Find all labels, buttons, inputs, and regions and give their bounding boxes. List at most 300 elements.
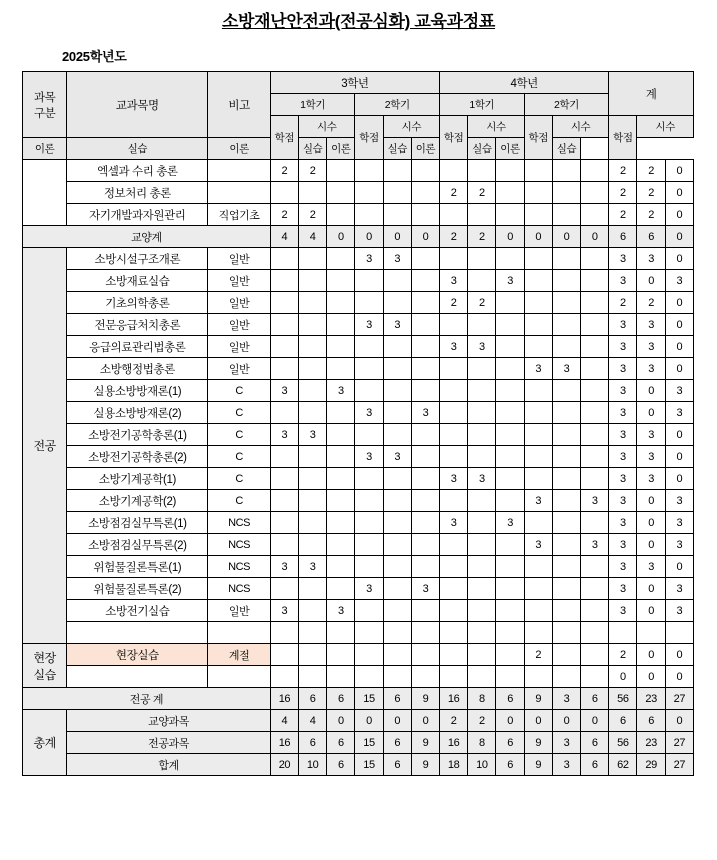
cell-value bbox=[581, 468, 609, 490]
cell-value bbox=[552, 380, 580, 402]
cell-value: 9 bbox=[411, 688, 439, 710]
grand-total-row bbox=[23, 732, 694, 754]
cell-value: 3 bbox=[609, 556, 637, 578]
cell-value: 6 bbox=[609, 226, 637, 248]
cell-value bbox=[383, 336, 411, 358]
cell-value bbox=[411, 556, 439, 578]
table-row bbox=[23, 468, 694, 490]
cell-value: 6 bbox=[383, 688, 411, 710]
cell-value: 3 bbox=[327, 600, 355, 622]
header-group bbox=[23, 72, 67, 138]
cell-value: 0 bbox=[383, 710, 411, 732]
grand-total-label: 합계 bbox=[67, 754, 270, 776]
cell-value bbox=[468, 402, 496, 424]
cell-value bbox=[355, 512, 383, 534]
cell-value: 0 bbox=[665, 248, 693, 270]
cell-value bbox=[327, 248, 355, 270]
cell-value: 3 bbox=[609, 248, 637, 270]
cell-value: 0 bbox=[665, 666, 693, 688]
header-credit: 학점 bbox=[270, 116, 298, 160]
cell-value bbox=[299, 666, 327, 688]
cell-value bbox=[355, 204, 383, 226]
cell-value bbox=[496, 248, 524, 270]
cell-value bbox=[552, 182, 580, 204]
cell-value bbox=[411, 358, 439, 380]
cell-value: 0 bbox=[637, 534, 665, 556]
cell-value: 2 bbox=[637, 160, 665, 182]
cell-value: 0 bbox=[327, 710, 355, 732]
subject-name: 소방시설구조개론 bbox=[67, 248, 208, 270]
cell-value: 3 bbox=[665, 490, 693, 512]
cell-value bbox=[411, 248, 439, 270]
cell-value bbox=[496, 622, 524, 644]
cell-value bbox=[581, 270, 609, 292]
cell-value bbox=[524, 666, 552, 688]
header-credit: 학점 bbox=[440, 116, 468, 160]
cell-value bbox=[468, 204, 496, 226]
cell-value: 0 bbox=[581, 226, 609, 248]
cell-value bbox=[299, 380, 327, 402]
subject-note: NCS bbox=[208, 556, 270, 578]
cell-value bbox=[411, 204, 439, 226]
cell-value bbox=[355, 292, 383, 314]
cell-value bbox=[581, 248, 609, 270]
cell-value: 3 bbox=[355, 578, 383, 600]
cell-value bbox=[496, 336, 524, 358]
cell-value: 3 bbox=[524, 534, 552, 556]
cell-value: 2 bbox=[609, 204, 637, 226]
cell-value bbox=[299, 534, 327, 556]
cell-value: 0 bbox=[411, 226, 439, 248]
cell-value bbox=[383, 556, 411, 578]
cell-value bbox=[270, 468, 298, 490]
cell-value bbox=[440, 424, 468, 446]
cell-value: 0 bbox=[524, 710, 552, 732]
cell-value bbox=[355, 182, 383, 204]
subject-name: 현장실습 bbox=[67, 644, 208, 666]
cell-value bbox=[524, 578, 552, 600]
cell-value bbox=[496, 468, 524, 490]
subject-name: 실용소방방재론(2) bbox=[67, 402, 208, 424]
cell-value: 3 bbox=[524, 358, 552, 380]
table-row bbox=[23, 160, 694, 182]
cell-value bbox=[468, 512, 496, 534]
cell-value bbox=[552, 600, 580, 622]
cell-value bbox=[355, 490, 383, 512]
header-hours: 시수 bbox=[383, 116, 439, 138]
cell-value bbox=[552, 534, 580, 556]
cell-value bbox=[299, 314, 327, 336]
cell-value bbox=[581, 336, 609, 358]
header-grade3: 3학년 bbox=[270, 72, 439, 94]
cell-value bbox=[468, 424, 496, 446]
cell-value bbox=[327, 622, 355, 644]
cell-value bbox=[552, 666, 580, 688]
cell-value: 0 bbox=[496, 226, 524, 248]
header-g3-sem1: 1학기 bbox=[270, 94, 355, 116]
cell-value: 0 bbox=[637, 512, 665, 534]
cell-value bbox=[270, 644, 298, 666]
cell-value: 9 bbox=[524, 688, 552, 710]
cell-value bbox=[496, 666, 524, 688]
cell-value bbox=[524, 336, 552, 358]
cell-value bbox=[411, 666, 439, 688]
cell-value: 3 bbox=[609, 358, 637, 380]
cell-value bbox=[383, 402, 411, 424]
cell-value: 3 bbox=[637, 446, 665, 468]
cell-value: 3 bbox=[355, 314, 383, 336]
table-row bbox=[23, 182, 694, 204]
header-group-line2: 구분 bbox=[33, 107, 56, 120]
cell-value bbox=[468, 270, 496, 292]
cell-value bbox=[327, 160, 355, 182]
cell-value: 0 bbox=[665, 182, 693, 204]
cell-value bbox=[468, 314, 496, 336]
cell-value bbox=[468, 600, 496, 622]
cell-value bbox=[383, 424, 411, 446]
page-title: 소방재난안전과(전공심화) 교육과정표 bbox=[221, 12, 496, 31]
cell-value: 0 bbox=[665, 710, 693, 732]
cell-value bbox=[552, 446, 580, 468]
subject-name: 전문응급처치총론 bbox=[67, 314, 208, 336]
cell-value bbox=[468, 358, 496, 380]
cell-value: 4 bbox=[270, 710, 298, 732]
table-row bbox=[23, 380, 694, 402]
subject-name: 소방기계공학(2) bbox=[67, 490, 208, 512]
cell-value bbox=[524, 446, 552, 468]
cell-value: 2 bbox=[468, 710, 496, 732]
cell-value bbox=[524, 204, 552, 226]
subject-note: 직업기초 bbox=[208, 204, 270, 226]
cell-value bbox=[552, 468, 580, 490]
cell-value bbox=[411, 424, 439, 446]
cell-value: 0 bbox=[637, 380, 665, 402]
cell-value: 0 bbox=[665, 644, 693, 666]
header-g3-sem2: 2학기 bbox=[355, 94, 440, 116]
subject-note: 일반 bbox=[208, 292, 270, 314]
cell-value bbox=[496, 358, 524, 380]
cell-value bbox=[552, 556, 580, 578]
cell-value: 2 bbox=[609, 182, 637, 204]
cell-value bbox=[327, 556, 355, 578]
cell-value bbox=[440, 666, 468, 688]
subject-name: 소방전기실습 bbox=[67, 600, 208, 622]
cell-value: 3 bbox=[411, 578, 439, 600]
cell-value: 6 bbox=[327, 732, 355, 754]
table-row bbox=[23, 578, 694, 600]
cell-value bbox=[552, 622, 580, 644]
cell-value bbox=[468, 490, 496, 512]
cell-value bbox=[496, 534, 524, 556]
subject-note: C bbox=[208, 402, 270, 424]
cell-value bbox=[440, 600, 468, 622]
header-group-line1: 과목 bbox=[33, 91, 56, 104]
cell-value bbox=[552, 292, 580, 314]
cell-value: 6 bbox=[327, 688, 355, 710]
cell-value: 6 bbox=[609, 710, 637, 732]
cell-value: 3 bbox=[665, 380, 693, 402]
cell-value: 3 bbox=[581, 534, 609, 556]
cell-value bbox=[299, 248, 327, 270]
group-cell-major: 전공 bbox=[23, 248, 67, 644]
cell-value: 3 bbox=[665, 402, 693, 424]
cell-value: 3 bbox=[355, 446, 383, 468]
cell-value: 0 bbox=[552, 710, 580, 732]
cell-value: 3 bbox=[637, 424, 665, 446]
cell-value: 2 bbox=[468, 182, 496, 204]
cell-value: 0 bbox=[581, 710, 609, 732]
subject-name: 소방전기공학총론(2) bbox=[67, 446, 208, 468]
major-sum-label: 전공 계 bbox=[23, 688, 271, 710]
cell-value bbox=[440, 578, 468, 600]
cell-value bbox=[270, 622, 298, 644]
cell-value bbox=[552, 644, 580, 666]
cell-value bbox=[383, 380, 411, 402]
cell-value: 4 bbox=[299, 710, 327, 732]
cell-value bbox=[581, 358, 609, 380]
cell-value bbox=[411, 490, 439, 512]
table-header bbox=[23, 72, 694, 160]
header-hours: 시수 bbox=[637, 116, 694, 138]
cell-value bbox=[552, 160, 580, 182]
cell-value bbox=[383, 204, 411, 226]
cell-value: 0 bbox=[355, 226, 383, 248]
cell-value: 3 bbox=[665, 534, 693, 556]
cell-value: 8 bbox=[468, 732, 496, 754]
grand-total-label: 교양과목 bbox=[67, 710, 270, 732]
cell-value bbox=[270, 248, 298, 270]
cell-value bbox=[411, 160, 439, 182]
cell-value: 0 bbox=[637, 600, 665, 622]
cell-value bbox=[552, 402, 580, 424]
cell-value bbox=[581, 446, 609, 468]
cell-value: 3 bbox=[552, 688, 580, 710]
subject-note: NCS bbox=[208, 578, 270, 600]
cell-value: 0 bbox=[552, 226, 580, 248]
header-g4-sem1: 1학기 bbox=[440, 94, 525, 116]
cell-value bbox=[383, 622, 411, 644]
cell-value: 16 bbox=[440, 732, 468, 754]
cell-value bbox=[327, 468, 355, 490]
cell-value: 3 bbox=[299, 424, 327, 446]
table-row bbox=[23, 666, 694, 688]
cell-value bbox=[581, 314, 609, 336]
cell-value: 2 bbox=[637, 292, 665, 314]
cell-value bbox=[299, 182, 327, 204]
cell-value: 3 bbox=[609, 424, 637, 446]
cell-value bbox=[270, 358, 298, 380]
cell-value: 0 bbox=[327, 226, 355, 248]
cell-value bbox=[383, 490, 411, 512]
cell-value: 3 bbox=[524, 490, 552, 512]
cell-value: 15 bbox=[355, 732, 383, 754]
cell-value: 3 bbox=[468, 336, 496, 358]
cell-value bbox=[581, 204, 609, 226]
cell-value bbox=[468, 666, 496, 688]
cell-value: 9 bbox=[411, 754, 439, 776]
cell-value: 16 bbox=[440, 688, 468, 710]
cell-value bbox=[581, 424, 609, 446]
group-cell-field-line1: 현장 bbox=[33, 650, 56, 665]
header-practice: 실습 bbox=[383, 138, 411, 160]
cell-value bbox=[299, 402, 327, 424]
cell-value bbox=[383, 512, 411, 534]
cell-value bbox=[440, 380, 468, 402]
cell-value: 3 bbox=[270, 424, 298, 446]
cell-value bbox=[524, 292, 552, 314]
cell-value: 29 bbox=[637, 754, 665, 776]
cell-value bbox=[552, 314, 580, 336]
cell-value: 2 bbox=[270, 160, 298, 182]
subject-note: 일반 bbox=[208, 600, 270, 622]
table-row bbox=[23, 424, 694, 446]
cell-value: 2 bbox=[637, 204, 665, 226]
cell-value bbox=[299, 336, 327, 358]
cell-value bbox=[581, 160, 609, 182]
cell-value: 3 bbox=[581, 490, 609, 512]
cell-value bbox=[299, 446, 327, 468]
subject-note: NCS bbox=[208, 534, 270, 556]
cell-value bbox=[383, 292, 411, 314]
cell-value bbox=[524, 270, 552, 292]
header-practice: 실습 bbox=[67, 138, 208, 160]
cell-value bbox=[383, 644, 411, 666]
cell-value: 3 bbox=[440, 270, 468, 292]
cell-value: 3 bbox=[609, 380, 637, 402]
cell-value: 2 bbox=[440, 226, 468, 248]
header-practice: 실습 bbox=[299, 138, 327, 160]
subject-note: 계절 bbox=[208, 644, 270, 666]
cell-value bbox=[411, 336, 439, 358]
cell-value: 0 bbox=[411, 710, 439, 732]
group-cell-field bbox=[23, 644, 67, 688]
cell-value bbox=[383, 534, 411, 556]
grand-total-row bbox=[23, 710, 694, 732]
cell-value bbox=[270, 578, 298, 600]
cell-value: 3 bbox=[496, 512, 524, 534]
cell-value: 0 bbox=[665, 226, 693, 248]
table-row bbox=[23, 556, 694, 578]
cell-value: 3 bbox=[665, 600, 693, 622]
header-credit: 학점 bbox=[609, 116, 637, 160]
cell-value bbox=[299, 270, 327, 292]
cell-value bbox=[411, 468, 439, 490]
subject-name: 소방기계공학(1) bbox=[67, 468, 208, 490]
table-row bbox=[23, 204, 694, 226]
table-row bbox=[23, 534, 694, 556]
cell-value bbox=[355, 600, 383, 622]
cell-value: 2 bbox=[609, 160, 637, 182]
cell-value bbox=[524, 622, 552, 644]
cell-value bbox=[468, 160, 496, 182]
cell-value bbox=[440, 556, 468, 578]
cell-value bbox=[411, 446, 439, 468]
cell-value: 10 bbox=[468, 754, 496, 776]
cell-value: 0 bbox=[524, 226, 552, 248]
cell-value bbox=[327, 292, 355, 314]
cell-value: 9 bbox=[524, 732, 552, 754]
cell-value: 2 bbox=[609, 644, 637, 666]
cell-value bbox=[383, 600, 411, 622]
cell-value bbox=[581, 380, 609, 402]
table-row bbox=[23, 358, 694, 380]
header-total: 계 bbox=[609, 72, 694, 116]
cell-value bbox=[468, 622, 496, 644]
cell-value: 3 bbox=[609, 446, 637, 468]
cell-value bbox=[411, 600, 439, 622]
cell-value bbox=[524, 380, 552, 402]
cell-value: 27 bbox=[665, 688, 693, 710]
cell-value bbox=[524, 314, 552, 336]
cell-value bbox=[355, 358, 383, 380]
cell-value bbox=[524, 402, 552, 424]
cell-value bbox=[383, 160, 411, 182]
cell-value bbox=[581, 182, 609, 204]
cell-value bbox=[270, 270, 298, 292]
subject-note bbox=[208, 622, 270, 644]
cell-value: 0 bbox=[637, 666, 665, 688]
cell-value bbox=[496, 600, 524, 622]
cell-value bbox=[581, 644, 609, 666]
cell-value: 6 bbox=[581, 732, 609, 754]
subject-note: C bbox=[208, 468, 270, 490]
cell-value bbox=[327, 182, 355, 204]
cell-value: 6 bbox=[496, 732, 524, 754]
spacer-row bbox=[23, 622, 694, 644]
cell-value: 6 bbox=[637, 710, 665, 732]
major-sum-row bbox=[23, 688, 694, 710]
cell-value: 3 bbox=[609, 402, 637, 424]
cell-value bbox=[411, 314, 439, 336]
cell-value bbox=[468, 644, 496, 666]
cell-value bbox=[581, 556, 609, 578]
cell-value: 3 bbox=[609, 512, 637, 534]
header-hours: 시수 bbox=[468, 116, 524, 138]
header-practice: 실습 bbox=[552, 138, 580, 160]
cell-value bbox=[299, 622, 327, 644]
cell-value bbox=[496, 556, 524, 578]
cell-value bbox=[383, 270, 411, 292]
cell-value: 0 bbox=[665, 336, 693, 358]
subject-note: 일반 bbox=[208, 336, 270, 358]
cell-value bbox=[552, 204, 580, 226]
subject-name: 위험물질론특론(1) bbox=[67, 556, 208, 578]
cell-value bbox=[327, 446, 355, 468]
cell-value: 6 bbox=[637, 226, 665, 248]
cell-value: 4 bbox=[270, 226, 298, 248]
cell-value bbox=[581, 292, 609, 314]
table-row bbox=[23, 248, 694, 270]
cell-value: 6 bbox=[581, 754, 609, 776]
cell-value: 3 bbox=[637, 336, 665, 358]
cell-value: 27 bbox=[665, 732, 693, 754]
subject-name: 소방전기공학총론(1) bbox=[67, 424, 208, 446]
cell-value bbox=[270, 336, 298, 358]
cell-value bbox=[440, 534, 468, 556]
cell-value bbox=[327, 424, 355, 446]
cell-value bbox=[355, 336, 383, 358]
cell-value bbox=[496, 424, 524, 446]
cell-value: 2 bbox=[609, 292, 637, 314]
cell-value: 0 bbox=[383, 226, 411, 248]
cell-value: 3 bbox=[609, 534, 637, 556]
cell-value bbox=[468, 534, 496, 556]
subject-name bbox=[67, 666, 208, 688]
header-hours: 시수 bbox=[299, 116, 355, 138]
cell-value: 18 bbox=[440, 754, 468, 776]
cell-value bbox=[299, 358, 327, 380]
cell-value bbox=[552, 248, 580, 270]
